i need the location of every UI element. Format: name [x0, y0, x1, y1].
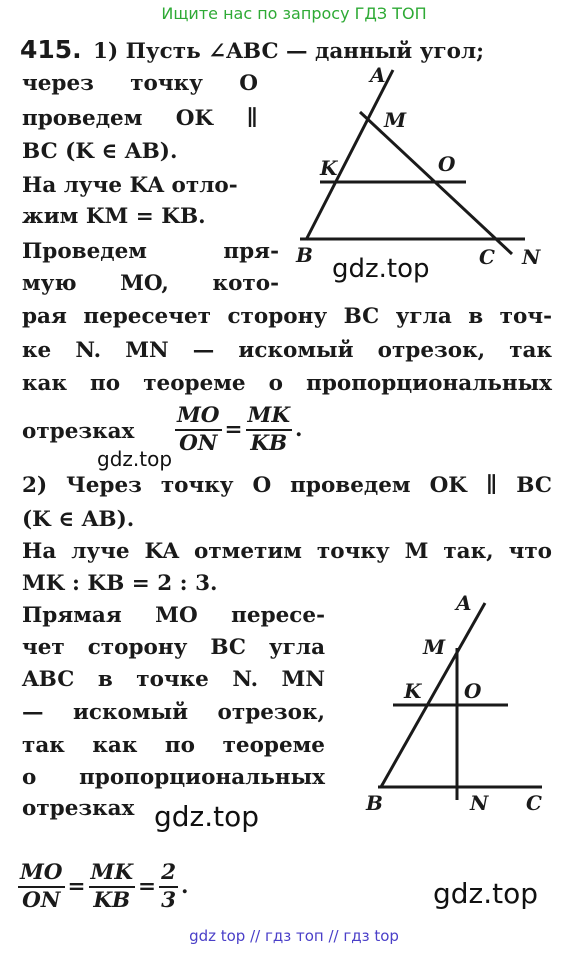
- part1-line-10: ке N. MN — искомый отрезок, так: [22, 338, 552, 363]
- equals-sign: =: [67, 874, 86, 899]
- top-search-banner[interactable]: Ищите нас по запросу ГДЗ ТОП: [161, 4, 427, 23]
- part2-line-2: (K ∈ AB).: [22, 507, 135, 532]
- equals-sign: =: [138, 874, 157, 899]
- fraction-denominator: ON: [179, 431, 218, 456]
- fraction-numerator: MO: [18, 860, 65, 888]
- fraction-denominator: KB: [250, 431, 288, 456]
- fraction-denominator: 3: [161, 888, 177, 913]
- equals-sign: =: [224, 417, 243, 442]
- label-c: C: [479, 245, 495, 269]
- watermark-3: gdz.top: [154, 800, 260, 833]
- label-b: B: [366, 791, 383, 815]
- label-m: M: [423, 635, 446, 659]
- part2-line-6: чет сторону BC угла: [22, 635, 325, 660]
- label-n: N: [470, 791, 489, 815]
- part1-line-7: Проведем пря-: [22, 239, 279, 264]
- part2-line-3: На луче KA отметим точку M так, что: [22, 539, 552, 564]
- label-o: O: [464, 679, 482, 703]
- problem-number: 415.: [20, 35, 82, 64]
- part2-line-5: Прямая MO пересе-: [22, 603, 325, 628]
- label-k: K: [320, 156, 338, 180]
- bottom-search-banner[interactable]: gdz top // гдз топ // гдз top: [189, 927, 399, 945]
- part2-line-7: ABC в точке N. MN: [22, 667, 325, 692]
- part2-line-9: так как по теореме: [22, 733, 325, 758]
- part2-line-11: отрезках: [22, 796, 135, 821]
- part1-line-4: BC (K ∈ AB).: [22, 139, 178, 164]
- fraction-denominator: KB: [93, 888, 131, 913]
- part2-line-1: 2) Через точку O проведем OK ∥ BC: [22, 473, 552, 498]
- part1-line-9: рая пересечет сторону BC угла в точ-: [22, 304, 552, 329]
- part1-line-1: 1) Пусть ∠ABC — данный угол;: [93, 39, 485, 64]
- part1-line-6: жим KM = KB.: [22, 204, 206, 229]
- period: .: [295, 417, 303, 442]
- fraction-numerator: MK: [89, 860, 136, 888]
- label-n: N: [522, 245, 541, 269]
- label-a: A: [370, 63, 386, 87]
- label-b: B: [296, 243, 313, 267]
- part1-line-12: отрезках: [22, 419, 135, 444]
- part2-line-4: MK : KB = 2 : 3.: [22, 571, 218, 596]
- fraction-denominator: ON: [22, 888, 61, 913]
- label-a: A: [456, 591, 472, 615]
- watermark-2: gdz.top: [97, 447, 173, 471]
- label-c: C: [526, 791, 542, 815]
- label-k: K: [404, 679, 422, 703]
- fraction-numerator: MO: [175, 403, 222, 431]
- part1-line-8: мую MO, кото-: [22, 271, 279, 296]
- part1-line-2: через точку O: [22, 71, 258, 96]
- part1-line-11: как по теореме о пропорциональных: [22, 371, 552, 396]
- label-m: M: [384, 108, 407, 132]
- fraction-numerator: MK: [246, 403, 293, 431]
- period: .: [181, 874, 189, 899]
- part1-line-3: проведем OK ∥: [22, 106, 258, 131]
- part1-line-5: На луче KA отло-: [22, 173, 238, 198]
- part2-line-8: — искомый отрезок,: [22, 700, 325, 725]
- part2-line-10: о пропорциональных: [22, 765, 325, 790]
- label-o: O: [438, 152, 456, 176]
- watermark-1: gdz.top: [332, 254, 430, 284]
- fraction-numerator: 2: [159, 860, 178, 888]
- watermark-4: gdz.top: [433, 877, 539, 910]
